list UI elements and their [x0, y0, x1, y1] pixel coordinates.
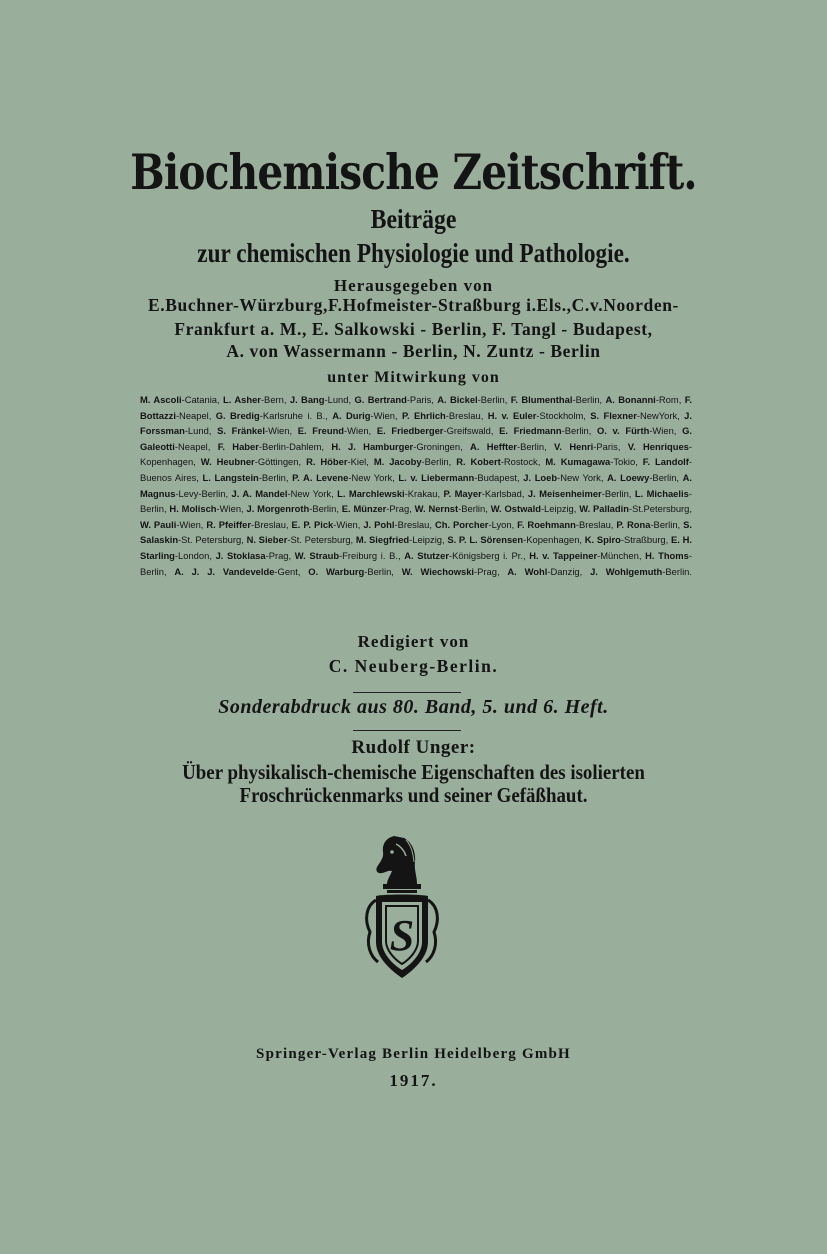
journal-title: Biochemische Zeitschrift. — [130, 143, 697, 201]
redakteur: C. Neuberg-Berlin. — [328, 656, 499, 676]
contributor: E. Freund-Wien — [297, 425, 369, 437]
contributor: Ch. Porcher-Lyon — [434, 518, 512, 530]
contributor: R. Höber-Kiel — [306, 456, 367, 468]
contributor: A. J. J. Vandevelde-Gent — [174, 565, 298, 577]
contributor: S. Salaskin-St. Petersburg — [140, 518, 692, 546]
contributor: W. Wiechowski-Prag — [401, 565, 497, 577]
contributor: J. Loeb-New York — [523, 471, 601, 483]
publication-year: 1917. — [389, 1071, 438, 1090]
contributor: H. v. Tappeiner-München — [529, 549, 639, 561]
contributor: L. v. Liebermann-Budapest — [398, 471, 517, 483]
contributor: J. Wohlgemuth-Berlin — [590, 565, 690, 577]
contributor: A. Magnus-Levy-Berlin — [140, 471, 693, 499]
article-title-line-1: Über physikalisch-chemische Eigenschaften des isolierten — [182, 760, 645, 784]
contributor: A. Bonanni-Rom — [605, 394, 679, 405]
divider-top — [353, 692, 461, 693]
divider-bottom — [353, 730, 461, 731]
springer-horse-logo — [356, 832, 448, 982]
contributor: L. Michaelis-Berlin — [140, 487, 692, 515]
contributor: W. Straub-Freiburg i. B. — [294, 549, 398, 561]
contributor: J. Stoklasa-Prag — [215, 549, 289, 561]
contributor: J. Pohl-Breslau — [363, 518, 430, 530]
contributor: J. Forssman-Lund — [140, 409, 692, 437]
contributor: P. Mayer-Karlsbad — [443, 487, 522, 499]
editors-line-2: Frankfurt a. M., E. Salkowski - Berlin, F. Tangl - Budapest, — [174, 319, 653, 339]
contributor: R. Kobert-Rostock — [456, 456, 538, 468]
contributor: A. Loewy-Berlin — [607, 471, 677, 483]
contributor: A. Durig-Wien — [332, 409, 395, 421]
editors-line-1: E.Buchner-Würzburg,F.Hofmeister-Straßburg i.Els.,C.v.Noorden- — [148, 295, 679, 315]
contributor: P. Ehrlich-Breslau — [401, 409, 481, 421]
contributor: E. H. Starling-London — [140, 534, 692, 561]
contributor: V. Henri-Paris — [554, 440, 618, 452]
herausgegeben-label: Herausgegeben von — [333, 276, 494, 295]
contributor: W. Palladin-St.Petersburg — [579, 503, 690, 515]
contributor: P. A. Levene-New York — [292, 471, 393, 483]
contributor: L. Marchlewski-Krakau — [337, 487, 438, 499]
contributor: E. Friedberger-Greifswald — [376, 425, 491, 437]
contributor: O. Warburg-Berlin — [308, 565, 392, 577]
contributor: R. Pfeiffer-Breslau — [206, 518, 286, 530]
contributor: M. Jacoby-Berlin — [373, 456, 449, 468]
contributor: A. Bickel-Berlin — [437, 394, 505, 405]
contributor: F. Bottazzi-Neapel — [140, 394, 692, 421]
contributor: L. Asher-Bern — [223, 394, 284, 405]
contributor: S. Flexner-NewYork — [590, 409, 678, 421]
contributor: J. Bang-Lund — [289, 394, 349, 405]
contributor: J. Morgenroth-Berlin — [246, 503, 337, 515]
contributor: W. Pauli-Wien — [140, 518, 201, 530]
contributor: K. Spiro-Straßburg — [584, 534, 666, 546]
contributor: A. Heffter-Berlin — [470, 440, 545, 452]
journal-subtitle-line-2: zur chemischen Physiologie und Pathologie. — [197, 238, 630, 268]
article-author: Rudolf Unger: — [351, 737, 476, 758]
contributor: M. Kumagawa-Tokio — [545, 456, 636, 468]
redigiert-label: Redigiert von — [357, 632, 470, 651]
contributor: M. Siegfried-Leipzig — [355, 534, 442, 546]
contributor: A. Wohl-Danzig — [507, 565, 580, 577]
contributor: F. Haber-Berlin-Dahlem — [217, 440, 322, 452]
contributor: J. A. Mandel-New York — [231, 487, 332, 499]
logo-letter: S — [389, 911, 415, 960]
contributor: H. v. Euler-Stockholm — [487, 409, 584, 421]
contributor: O. v. Fürth-Wien — [596, 425, 674, 437]
contributor: E. Münzer-Prag — [341, 503, 410, 515]
unter-mitwirkung-label: unter Mitwirkung von — [327, 369, 500, 386]
contributor: G. Bertrand-Paris — [354, 394, 432, 405]
contributors-list: M. Ascoli-Catania, L. Asher-Bern, J. Bang-Lund, G. Bertrand-Paris, A. Bickel-Berlin, F. Blumenthal-Berlin, A. Bonanni-Rom, F. Bottazzi-Neapel, G. Bredig-Karlsruhe i. B., A. Durig-Wien, P. Ehrlich-Breslau, H. v. Euler-Stockholm, S. Flexner-NewYork, J. Forssman-Lund, S. Fränkel-Wien, E. Freund-Wien, E. Friedberger-Greifswald, E. Friedmann-Berlin, O. v. Fürth-Wien, G. Galeotti-Neapel, F. Haber-Berlin-Dahlem, H. J. Hamburger-Groningen, A. Heffter-Berlin, V. Henri-Paris, V. Henriques-Kopenhagen, W. Heubner-Göttingen, R. Höber-Kiel, M. Jacoby-Berlin, R. Kobert-Rostock, M. Kumagawa-Tokio, F. Landolf-Buenos Aires, L. Langstein-Berlin, P. A. Levene-New York, L. v. Liebermann-Budapest, J. Loeb-New York, A. Loewy-Berlin, A. Magnus-Levy-Berlin, J. A. Mandel-New York, L. Marchlewski-Krakau, P. Mayer-Karlsbad, J. Meisenheimer-Berlin, L. Michaelis-Berlin, H. Molisch-Wien, J. Morgenroth-Berlin, E. Münzer-Prag, W. Nernst-Berlin, W. Ostwald-Leipzig, W. Palladin-St.Petersburg, W. Pauli-Wien, R. Pfeiffer-Breslau, E. P. Pick-Wien, J. Pohl-Breslau, Ch. Porcher-Lyon, F. Roehmann-Breslau, P. Rona-Berlin, S. Salaskin-St. Petersburg, N. Sieber-St. Petersburg, M. Siegfried-Leipzig, S. P. L. Sörensen-Kopenhagen, K. Spiro-Straßburg, E. H. Starling-London, J. Stoklasa-Prag, W. Straub-Freiburg i. B., A. Stutzer-Königsberg i. Pr., H. v. Tappeiner-München, H. Thoms-Berlin, A. J. J. Vandevelde-Gent, O. Warburg-Berlin, W. Wiechowski-Prag, A. Wohl-Danzig, J. Wohlgemuth-Berlin. — [140, 394, 693, 577]
contributor: E. P. Pick-Wien — [291, 518, 358, 530]
contributor: S. P. L. Sörensen-Kopenhagen — [447, 534, 580, 546]
contributor: A. Stutzer-Königsberg i. Pr. — [404, 549, 523, 561]
contributor: W. Ostwald-Leipzig — [490, 503, 574, 515]
contributor: P. Rona-Berlin — [616, 518, 678, 530]
contributor: H. J. Hamburger-Groningen — [331, 440, 461, 452]
contributor: F. Blumenthal-Berlin — [510, 394, 600, 405]
contributor: F. Landolf-Buenos Aires — [140, 456, 693, 483]
contributor: W. Nernst-Berlin — [414, 503, 486, 515]
contributor: F. Roehmann-Breslau — [517, 518, 611, 530]
contributor: J. Meisenheimer-Berlin — [527, 487, 629, 499]
editors-line-3: A. von Wassermann - Berlin, N. Zuntz - Berlin — [226, 341, 601, 361]
contributor: H. Thoms-Berlin — [140, 549, 692, 577]
contributor: E. Friedmann-Berlin — [499, 425, 589, 437]
contributor: L. Langstein-Berlin — [202, 471, 286, 483]
sonderabdruck-note: Sonderabdruck aus 80. Band, 5. und 6. Heft. — [218, 696, 609, 718]
article-title-line-2: Froschrückenmarks und seiner Gefäßhaut. — [239, 783, 588, 807]
contributor: G. Galeotti-Neapel — [140, 425, 692, 452]
contributor: S. Fränkel-Wien — [217, 425, 290, 437]
contributor: N. Sieber-St. Petersburg — [246, 534, 351, 546]
publisher: Springer-Verlag Berlin Heidelberg GmbH — [256, 1046, 571, 1062]
contributor: G. Bredig-Karlsruhe i. B. — [215, 409, 326, 421]
contributor: M. Ascoli-Catania — [140, 394, 218, 405]
contributor: W. Heubner-Göttingen — [200, 456, 299, 468]
journal-subtitle-line-1: Beiträge — [370, 204, 457, 234]
contributor: V. Henriques-Kopenhagen — [140, 440, 693, 468]
contributor: H. Molisch-Wien — [169, 503, 242, 515]
